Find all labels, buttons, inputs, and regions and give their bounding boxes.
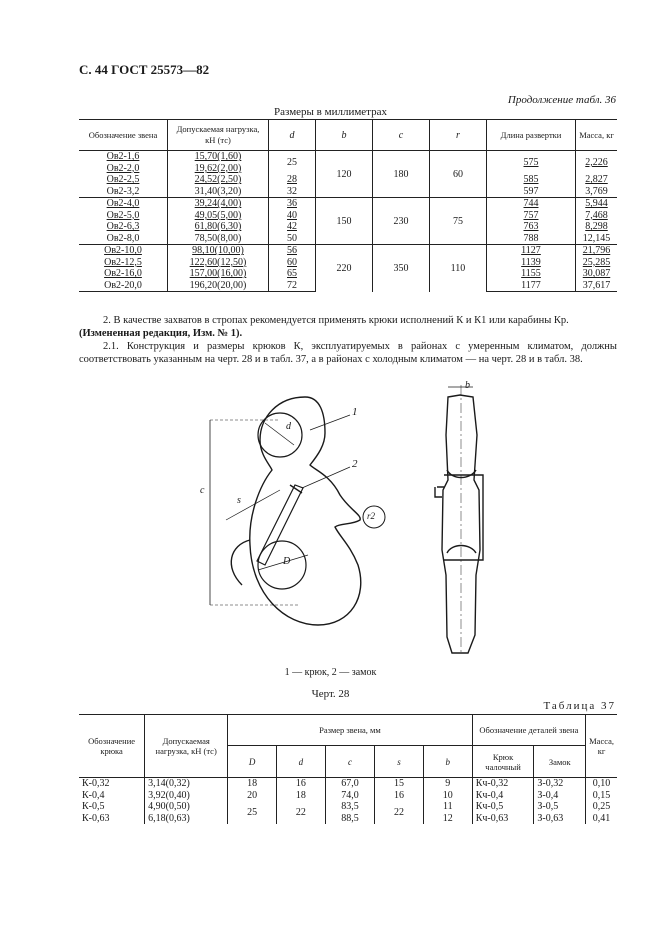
table-cell: 98,10(10,00) <box>168 245 269 257</box>
table-cell: 122,60(12,50) <box>168 257 269 269</box>
table-cell: Ов2-2,0 <box>106 162 140 174</box>
table-cell: 0,25 <box>586 801 617 813</box>
label-D: D <box>283 556 291 567</box>
table-cell: 60 <box>269 257 316 269</box>
col-header: Размер звена, мм <box>228 715 473 746</box>
table-cell: 12,145 <box>576 233 618 245</box>
table-cell: 9 <box>423 778 472 790</box>
paragraph-2-1: 2.1. Конструкция и размеры крюков К, эксплуатируемых в районах с умеренным климатом, должны соответствовать указанным на черт. 28 и в табл. 37, а в районах с холодным климатом — на черт. 28 и в табл. 38. <box>79 341 617 365</box>
table-cell: 20 <box>228 790 277 802</box>
label-2: 2 <box>352 458 358 470</box>
table-cell: 585 <box>487 174 576 186</box>
table-cell: 763 <box>487 221 576 233</box>
table-cell: 28 <box>269 174 316 186</box>
table-cell: К-0,32 <box>82 778 110 790</box>
col-header: s <box>375 746 424 778</box>
col-header: D <box>228 746 277 778</box>
table-cell: 25 <box>269 151 316 175</box>
table-cell: 22 <box>276 801 325 824</box>
table-cell: 24,52(2,50) <box>168 174 269 186</box>
table-cell: 157,00(16,00) <box>168 268 269 280</box>
table-cell: 5,944 <box>576 198 618 210</box>
table-cell: 37,617 <box>576 280 618 292</box>
table-cell: 3,14(0,32) <box>145 778 228 790</box>
table-cell: 15 <box>375 778 424 790</box>
table-cell: 2,827 <box>576 174 618 186</box>
table-cell: Ов2-5,0 <box>106 209 140 221</box>
table-cell: 16 <box>276 778 325 790</box>
col-header: d <box>269 120 316 151</box>
table-cell: 220 <box>316 245 373 292</box>
table-cell: Ов2-1,6 <box>106 151 140 163</box>
table-cell: 0,41 <box>586 813 617 825</box>
table-cell: 65 <box>269 268 316 280</box>
table-cell: 36 <box>269 198 316 210</box>
col-header: Масса, кг <box>576 120 618 151</box>
table-cell: Кч-0,32 <box>472 778 534 790</box>
table-cell: 788 <box>487 233 576 245</box>
col-header: c <box>373 120 430 151</box>
paragraph-2-text: 2. В качестве захватов в стропах рекомендуется применять крюки исполнений К и К1 или карабины Кр. <box>103 315 569 326</box>
table-cell: 575 <box>487 151 576 175</box>
table-cell: 18 <box>228 778 277 790</box>
table-cell: 50 <box>269 233 316 245</box>
table-cell: 110 <box>430 245 487 292</box>
table-cell: 744 <box>487 198 576 210</box>
table-37 <box>79 714 617 824</box>
col-header: Масса, кг <box>586 715 617 778</box>
table-continuation-note: Продолжение табл. 36 <box>507 94 616 106</box>
table-cell: 7,468 <box>576 210 618 222</box>
table-cell: Кч-0,63 <box>472 813 534 825</box>
table-cell: 74,0 <box>325 790 374 802</box>
table-cell: Ов2-2,5 <box>106 174 140 186</box>
col-header: Обозначение звена <box>79 120 168 151</box>
col-header: Замок <box>534 746 586 778</box>
table-cell: 31,40(3,20) <box>168 186 269 198</box>
table-cell: З-0,63 <box>534 813 586 825</box>
paragraph-2-note: (Измененная редакция, Изм. № 1). <box>79 328 243 339</box>
col-header: Обозначение деталей звена <box>472 715 585 746</box>
table-cell: 757 <box>487 210 576 222</box>
table-cell: 350 <box>373 245 430 292</box>
table-cell: 8,298 <box>576 221 618 233</box>
col-header: b <box>423 746 472 778</box>
table-cell: 56 <box>269 245 316 257</box>
table-cell: 22 <box>375 801 424 824</box>
table-cell: 1177 <box>487 280 576 292</box>
table-cell: 120 <box>316 151 373 198</box>
table-cell: 15,70(1,60) <box>168 151 269 163</box>
table-cell: 30,087 <box>576 268 618 280</box>
label-s: s <box>237 495 241 506</box>
col-header: Допускаемая нагрузка, кН (тс) <box>145 715 228 778</box>
table-cell: 49,05(5,00) <box>168 210 269 222</box>
col-header: Допускаемая нагрузка, кН (тс) <box>168 120 269 151</box>
table-cell: 75 <box>430 198 487 245</box>
hook-side-view <box>435 385 483 655</box>
table-cell: 25 <box>228 801 277 824</box>
label-d: d <box>286 421 291 432</box>
hook-front-view <box>210 397 385 625</box>
table-36 <box>79 119 617 292</box>
figure-legend: 1 — крюк, 2 — замок <box>284 667 377 678</box>
table-cell: 3,92(0,40) <box>145 790 228 802</box>
table-cell: 88,5 <box>325 813 374 825</box>
table-cell: Ов2-20,0 <box>79 280 168 292</box>
table-cell: 32 <box>269 186 316 198</box>
table-cell: 40 <box>269 210 316 222</box>
table-cell: 180 <box>373 151 430 198</box>
table-cell: 16 <box>375 790 424 802</box>
table-cell: 1155 <box>487 268 576 280</box>
table-cell: 2,226 <box>576 151 618 175</box>
figure-caption: Черт. 28 <box>311 688 350 700</box>
label-r2: r2 <box>367 511 376 521</box>
paragraph-2 <box>79 314 617 327</box>
col-header: c <box>325 746 374 778</box>
table-cell: Ов2-6,3 <box>106 221 140 233</box>
table-cell: К-0,63 <box>82 812 110 824</box>
table-cell: 3,769 <box>576 186 618 198</box>
label-b: b <box>465 380 470 391</box>
table-cell: 19,62(2,00) <box>168 163 269 175</box>
table-cell: З-0,4 <box>534 790 586 802</box>
table-cell: Ов2-16,0 <box>104 268 142 280</box>
table-cell: 67,0 <box>325 778 374 790</box>
table-cell: 60 <box>430 151 487 198</box>
table-cell: 597 <box>487 186 576 198</box>
table-cell: 25,285 <box>576 257 618 269</box>
col-header: d <box>276 746 325 778</box>
table-cell: 18 <box>276 790 325 802</box>
table-cell: Кч-0,4 <box>472 790 534 802</box>
page-header: С. 44 ГОСТ 25573—82 <box>79 62 210 77</box>
table-cell: 42 <box>269 221 316 233</box>
table-cell: Ов2-4,0 <box>79 198 168 210</box>
table-cell: 1139 <box>487 257 576 269</box>
table-cell: З-0,5 <box>534 801 586 813</box>
table-cell: 11 <box>423 801 472 813</box>
table-cell: Ов2-10,0 <box>79 245 168 257</box>
table-cell: К-0,4 <box>82 789 105 801</box>
table-cell: Ов2-8,0 <box>106 232 140 244</box>
table-cell: Ов2-3,2 <box>106 185 140 197</box>
col-header: Длина развертки <box>487 120 576 151</box>
table-cell: 10 <box>423 790 472 802</box>
table-cell: 12 <box>423 813 472 825</box>
table-cell: 61,80(6,30) <box>168 221 269 233</box>
table-cell: К-0,5 <box>82 801 105 813</box>
table-cell: З-0,32 <box>534 778 586 790</box>
table-cell: 39,24(4,00) <box>168 198 269 210</box>
table-cell: 196,20(20,00) <box>168 280 269 292</box>
table-cell: Ов2-12,5 <box>104 256 142 268</box>
label-c: c <box>200 485 205 496</box>
table-cell: 0,10 <box>586 778 617 790</box>
table-cell: 1127 <box>487 245 576 257</box>
table-cell: 21,796 <box>576 245 618 257</box>
col-header: Крюк чалочный <box>472 746 534 778</box>
table-cell: 72 <box>269 280 316 292</box>
col-header: Обозначение крюка <box>79 715 145 778</box>
table-cell: 150 <box>316 198 373 245</box>
table-37-title: Таблица 37 <box>543 700 616 712</box>
table-cell: 0,15 <box>586 790 617 802</box>
table-cell: 230 <box>373 198 430 245</box>
table-cell: Кч-0,5 <box>472 801 534 813</box>
table-cell: 83,5 <box>325 801 374 813</box>
col-header: b <box>316 120 373 151</box>
table-cell: 78,50(8,00) <box>168 233 269 245</box>
col-header: r <box>430 120 487 151</box>
table-units-caption: Размеры в миллиметрах <box>274 106 387 118</box>
table-cell: 4,90(0,50) <box>145 801 228 813</box>
label-1: 1 <box>352 406 358 418</box>
table-cell: 6,18(0,63) <box>145 813 228 825</box>
